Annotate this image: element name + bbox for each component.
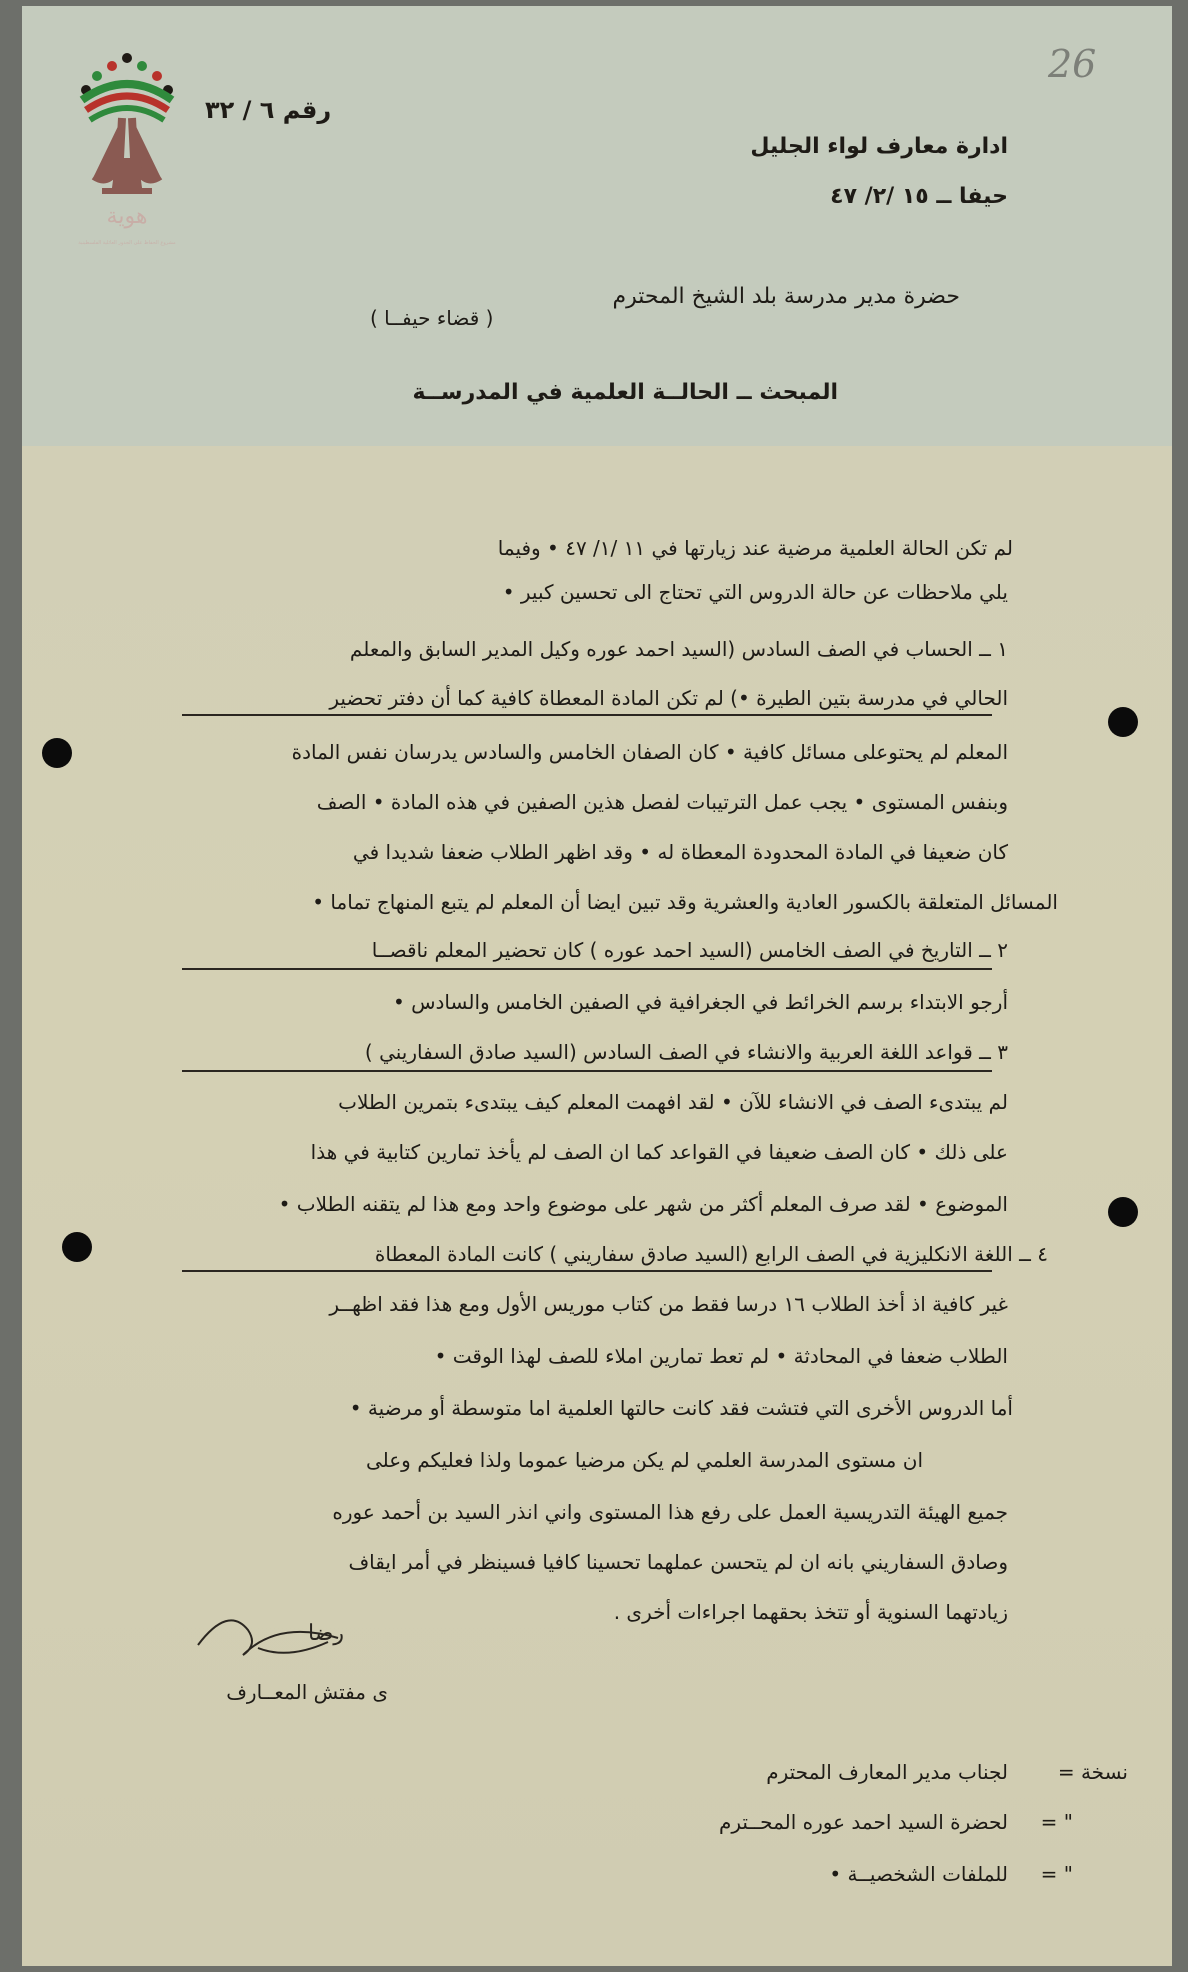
body-line: وبنفس المستوى • يجب عمل الترتيبات لفصل هذين الصفين في هذه المادة • الصف xyxy=(316,790,1008,814)
body-line: ١ ــ الحساب في الصف السادس (السيد احمد عوره وكيل المدير السابق والمعلم xyxy=(349,637,1008,661)
body-line: كان ضعيفا في المادة المحدودة المعطاة له • وقد اظهر الطلاب ضعفا شديدا في xyxy=(352,840,1008,864)
punch-hole xyxy=(62,1232,92,1262)
copy-recipient: لحضرة السيد احمد عوره المحــترم xyxy=(719,1810,1008,1834)
body-line: لم يبتدىء الصف في الانشاء للآن • لقد افهمت المعلم كيف يبتدىء بتمرين الطلاب xyxy=(338,1090,1008,1114)
signature-text: رضا xyxy=(308,1621,345,1646)
body-line: المعلم لم يحتوعلى مسائل كافية • كان الصفان الخامس والسادس يدرسان نفس المادة xyxy=(291,740,1008,764)
underline xyxy=(182,968,992,970)
body-line: ٢ ــ التاريخ في الصف الخامس (السيد احمد عوره ) كان تحضير المعلم ناقصــا xyxy=(371,938,1008,962)
sender-place-date: حيفا ــ ١٥ /٢/ ٤٧ xyxy=(830,184,1008,209)
hawiya-logo-icon xyxy=(72,48,182,258)
logo-figures xyxy=(81,53,173,120)
body-line: الحالي في مدرسة بتين الطيرة •) لم تكن المادة المعطاة كافية كما أن دفتر تحضير xyxy=(329,686,1008,710)
body-line: الطلاب ضعفا في المحادثة • لم تعط تمارين املاء للصف لهذا الوقت • xyxy=(434,1344,1008,1368)
handwritten-page-number: 26 xyxy=(1048,42,1097,86)
reference-number: رقم ٦ / ٣٢ xyxy=(205,96,332,124)
copy-marker: نسخة = xyxy=(1057,1760,1128,1784)
copy-marker: " = xyxy=(1040,1810,1073,1834)
body-line: وصادق السفاريني بانه ان لم يتحسن عملهما تحسينا كافيا فسينظر في أمر ايقاف xyxy=(348,1550,1008,1574)
logo-tagline: مشروع الحفاظ على الجذور العائلية الفلسطينية xyxy=(78,240,176,246)
sender-office: ادارة معارف لواء الجليل xyxy=(750,134,1008,159)
logo-tree-trunk xyxy=(94,118,160,188)
addressee-district: ( قضاء حيفــا ) xyxy=(370,306,494,330)
logo-name: هوية xyxy=(106,204,148,229)
body-line: أما الدروس الأخرى التي فتشت فقد كانت حالتها العلمية اما متوسطة أو مرضية • xyxy=(349,1396,1013,1420)
body-line: زيادتهما السنوية أو تتخذ بحقهما اجراءات أخرى . xyxy=(613,1600,1008,1624)
body-line: ٣ ــ قواعد اللغة العربية والانشاء في الصف السادس (السيد صادق السفاريني ) xyxy=(364,1040,1008,1064)
underline xyxy=(182,714,992,716)
document-sheet xyxy=(22,6,1172,1966)
copy-recipient: لجناب مدير المعارف المحترم xyxy=(766,1760,1008,1784)
underline xyxy=(182,1070,992,1072)
body-line: غير كافية اذ أخذ الطلاب ١٦ درسا فقط من كتاب موريس الأول ومع هذا فقد اظهــر xyxy=(329,1292,1008,1316)
body-line: المسائل المتعلقة بالكسور العادية والعشرية وقد تبين ايضا أن المعلم لم يتبع المنهاج تماما • xyxy=(312,890,1058,914)
body-line: الموضوع • لقد صرف المعلم أكثر من شهر على موضوع واحد ومع هذا لم يتقنه الطلاب • xyxy=(278,1192,1008,1216)
body-line: أرجو الابتداء برسم الخرائط في الجغرافية في الصفين الخامس والسادس • xyxy=(392,990,1008,1014)
body-line: ان مستوى المدرسة العلمي لم يكن مرضيا عموما ولذا فعليكم وعلى xyxy=(365,1448,923,1472)
addressee-line: حضرة مدير مدرسة بلد الشيخ المحترم xyxy=(612,284,960,309)
punch-hole xyxy=(1108,1197,1138,1227)
copy-recipient: للملفات الشخصيــة • xyxy=(829,1862,1008,1886)
copy-marker: " = xyxy=(1040,1862,1073,1886)
body-line: جميع الهيئة التدريسية العمل على رفع هذا المستوى واني انذر السيد بن أحمد عوره xyxy=(332,1500,1008,1524)
signature-title: ى مفتش المعــارف xyxy=(226,1680,388,1704)
body-line: على ذلك • كان الصف ضعيفا في القواعد كما ان الصف لم يأخذ تمارين كتابية في هذا xyxy=(310,1140,1008,1164)
subject-line: المبحث ــ الحالــة العلمية في المدرســة xyxy=(412,380,838,405)
body-line: لم تكن الحالة العلمية مرضية عند زيارتها في ١١ /١/ ٤٧ • وفيما xyxy=(497,536,1013,560)
underline xyxy=(182,1270,992,1272)
punch-hole xyxy=(42,738,72,768)
body-line: يلي ملاحظات عن حالة الدروس التي تحتاج الى تحسين كبير • xyxy=(502,580,1008,604)
punch-hole xyxy=(1108,707,1138,737)
handwritten-signature xyxy=(188,1600,348,1670)
body-line: ٤ ــ اللغة الانكليزية في الصف الرابع (السيد صادق سفاريني ) كانت المادة المعطاة xyxy=(374,1242,1048,1266)
